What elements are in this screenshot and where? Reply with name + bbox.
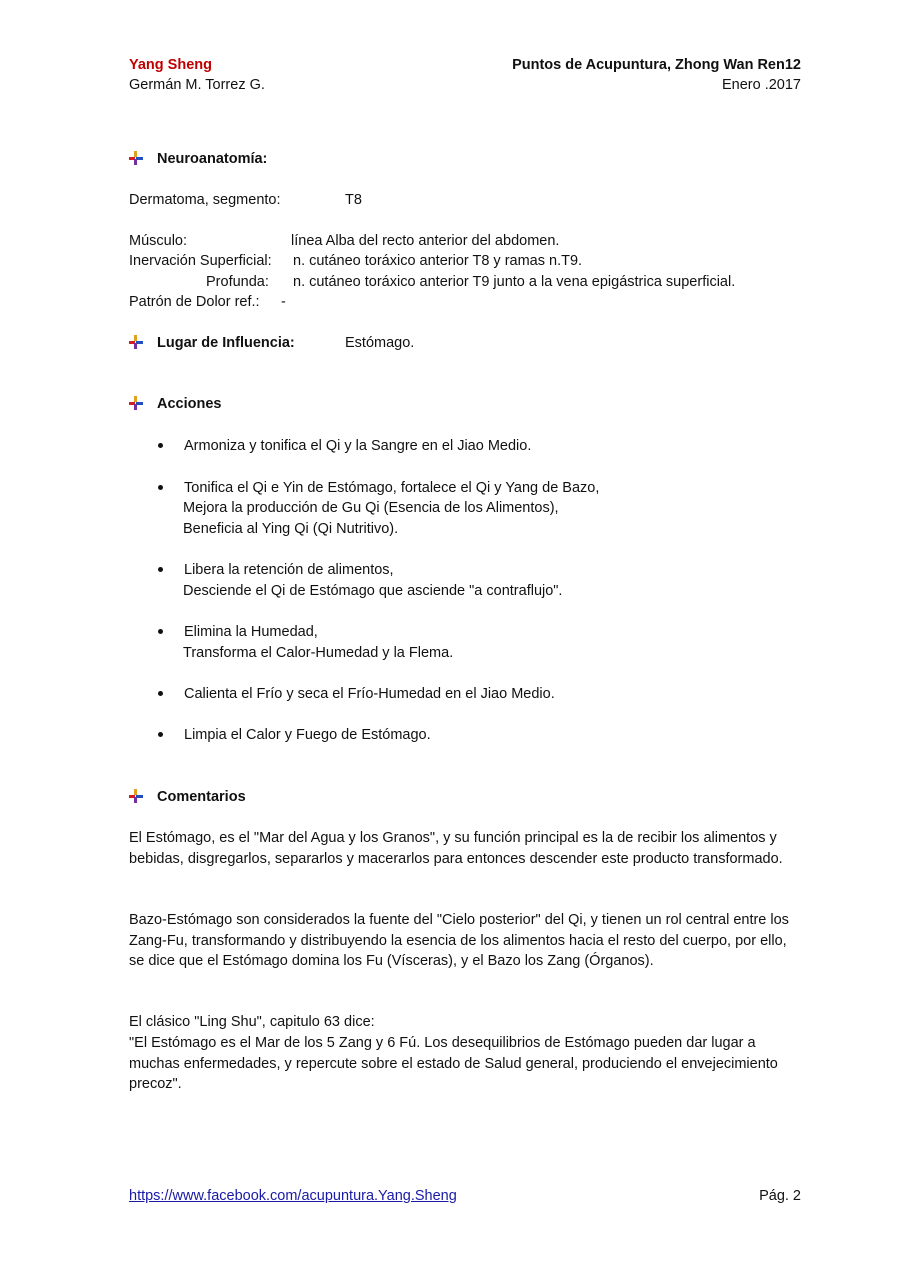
musculo-value: línea Alba del recto anterior del abdomen. [291,233,560,249]
list-bullet [158,732,163,737]
header-author: Germán M. Torrez G. [129,77,265,93]
profunda-value: n. cutáneo toráxico anterior T9 junto a la vena epigástrica superficial. [293,274,736,290]
list-item: Tonifica el Qi e Yin de Estómago, fortalece el Qi y Yang de Bazo, [184,480,600,496]
section-bullet-icon [129,396,143,410]
page-number: Pág. 2 [759,1188,801,1204]
list-bullet [158,567,163,572]
acciones-heading: Acciones [157,396,222,412]
section-bullet-icon [129,151,143,165]
list-item-continuation: Mejora la producción de Gu Qi (Esencia de los Alimentos), [183,500,559,516]
dermatoma-label: Dermatoma, segmento: [129,192,281,208]
patron-dolor-value: - [281,294,286,310]
neuroanatomia-heading: Neuroanatomía: [157,151,268,167]
header-brand: Yang Sheng [129,57,212,73]
inervacion-superficial-label: Inervación Superficial: [129,253,272,269]
list-item: Armoniza y tonifica el Qi y la Sangre en el Jiao Medio. [184,438,532,454]
comentario-quote-intro: El clásico "Ling Shu", capitulo 63 dice: [129,1014,375,1030]
list-item: Calienta el Frío y seca el Frío-Humedad en el Jiao Medio. [184,686,555,702]
comentario-quote: "El Estómago es el Mar de los 5 Zang y 6 Fú. Los desequilibrios de Estómago pueden dar lugar a muchas enfermedades, y repercute sobre el estado de Salud general, produciendo el envejecimiento precoz". [129,1035,778,1092]
list-bullet [158,629,163,634]
header-document-title: Puntos de Acupuntura, Zhong Wan Ren12 [512,57,801,73]
influencia-heading: Lugar de Influencia: [157,335,295,351]
list-item: Libera la retención de alimentos, [184,562,394,578]
list-bullet [158,443,163,448]
header-date: Enero .2017 [721,77,801,93]
section-bullet-icon [129,789,143,803]
list-bullet [158,485,163,490]
list-item-continuation: Desciende el Qi de Estómago que asciende "a contraflujo". [183,583,563,599]
dermatoma-value: T8 [345,192,362,208]
section-bullet-icon [129,335,143,349]
list-item: Limpia el Calor y Fuego de Estómago. [184,727,431,743]
comentario-paragraph-2: Bazo-Estómago son considerados la fuente del "Cielo posterior" del Qi, y tienen un rol central entre los Zang-Fu, transformando y distribuyendo la esencia de los alimentos hacia el resto del cuerpo, por ello, se dice que el Estómago domina los Fu (Vísceras), y el Bazo los Zang (Órganos). [129,912,789,969]
profunda-label: Profunda: [206,274,269,290]
comentarios-heading: Comentarios [157,789,246,805]
inervacion-superficial-value: n. cutáneo toráxico anterior T8 y ramas n.T9. [293,253,583,269]
patron-dolor-label: Patrón de Dolor ref.: [129,294,260,310]
comentario-paragraph-1: El Estómago, es el "Mar del Agua y los Granos", y su función principal es la de recibir los alimentos y bebidas, disgregarlos, separarlos y macerarlos para entonces descender este producto transformado. [129,830,783,867]
list-bullet [158,691,163,696]
musculo-label: Músculo: [129,233,188,249]
footer-facebook-link[interactable]: https://www.facebook.com/acupuntura.Yang.Sheng [129,1188,457,1204]
influencia-value: Estómago. [345,335,415,351]
list-item-continuation: Beneficia al Ying Qi (Qi Nutritivo). [183,521,399,537]
list-item: Elimina la Humedad, [184,624,318,640]
list-item-continuation: Transforma el Calor-Humedad y la Flema. [183,645,454,661]
